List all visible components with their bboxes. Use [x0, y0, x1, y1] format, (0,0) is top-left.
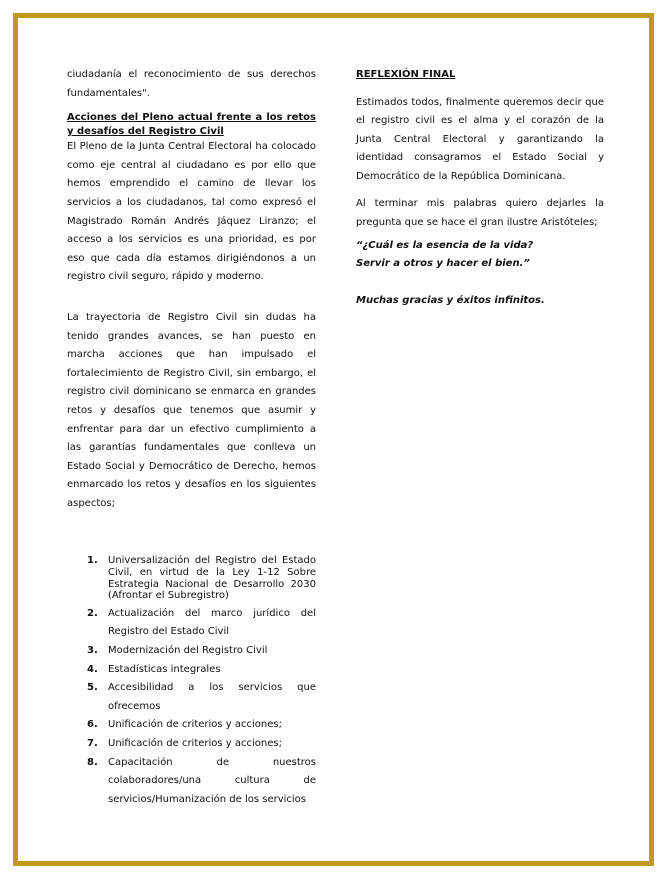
paragraph-aristoteles: Al terminar mis palabras quiero dejarles la pregunta que se hace el gran ilustre Aristóteles;: [356, 198, 604, 229]
list-item-number: 4.: [87, 663, 98, 675]
list-item: [67, 605, 316, 642]
reflection-heading: REFLEXIÓN FINAL: [356, 69, 456, 80]
list-item-number: 2.: [87, 607, 98, 619]
list-item-text: Modernización del Registro Civil: [108, 645, 268, 657]
paragraph-pleno: El Pleno de la Junta Central Electoral ha colocado como eje central al ciudadano es por ello que hemos emprendido el camino de llevar los servicios a los ciudadanos, tal como expresó el Magistrado Román Andrés Jáquez Liranzo; el acceso a los servicios es una prioridad, es por eso que cada día estamos dirigiéndonos a un registro civil seguro, rápido y moderno.: [67, 141, 316, 283]
list-item: [67, 754, 316, 810]
list-item-text: Accesibilidad a los servicios que ofrecemos: [108, 682, 316, 712]
list-item: [67, 735, 316, 754]
list-item-number: 8.: [87, 756, 98, 768]
right-column: [356, 68, 604, 310]
list-item-text: Actualización del marco jurídico del Registro del Estado Civil: [108, 607, 316, 638]
list-item-number: 3.: [87, 645, 98, 657]
continuation-paragraph: ciudadanía el reconocimiento de sus derechos fundamentales".: [67, 69, 316, 99]
quote-line-1: “¿Cuál es la esencia de la vida?: [356, 239, 534, 251]
list-item-number: 7.: [87, 738, 98, 749]
challenges-list: [67, 555, 316, 809]
section-heading: Acciones del Pleno actual frente a los retos y desafíos del Registro Civil: [67, 112, 316, 137]
list-item-text: Universalización del Registro del Estado Civil, en virtud de la Ley 1-12 Sobre Estrategia Nacional de Desarrollo 2030 (Afrontar el Subregistro): [108, 555, 316, 602]
list-item-text: Capacitación de nuestros colaboradores/una cultura de servicios/Humanización de los servicios: [108, 756, 316, 805]
closing-line: Muchas gracias y éxitos infinitos.: [356, 294, 545, 306]
list-item: [67, 642, 316, 661]
left-column: [67, 66, 316, 809]
list-item: [67, 679, 316, 716]
list-item-number: 5.: [87, 682, 98, 694]
list-item-text: Estadísticas integrales: [108, 663, 221, 675]
list-item-text: Unificación de criterios y acciones;: [108, 738, 282, 749]
paragraph-final: Estimados todos, finalmente queremos decir que el registro civil es el alma y el corazón de la Junta Central Electoral y garantizando la identidad consagramos el Estado Social y Democrático de la República Dominicana.: [356, 96, 604, 182]
paragraph-trayectoria: La trayectoria de Registro Civil sin dudas ha tenido grandes avances, se han puesto en marcha acciones que han impulsado el fortalecimiento de Registro Civil, sin embargo, el registro civil dominicano se enmarca en grandes retos y desafíos que tenemos que asumir y enfrentar para dar un efectivo cumplimiento a las garantías fundamentales que conlleva un Estado Social y Democrático de Derecho, hemos enmarcado los retos y desafíos en los siguientes aspectos;: [67, 311, 316, 509]
list-item-number: 6.: [87, 719, 98, 731]
list-item: [67, 661, 316, 680]
list-item-text: Unificación de criterios y acciones;: [108, 719, 282, 731]
list-item-number: 1.: [87, 555, 98, 567]
list-item: [67, 555, 316, 604]
list-item: [67, 716, 316, 735]
quote-line-2: Servir a otros y hacer el bien.”: [356, 258, 530, 270]
